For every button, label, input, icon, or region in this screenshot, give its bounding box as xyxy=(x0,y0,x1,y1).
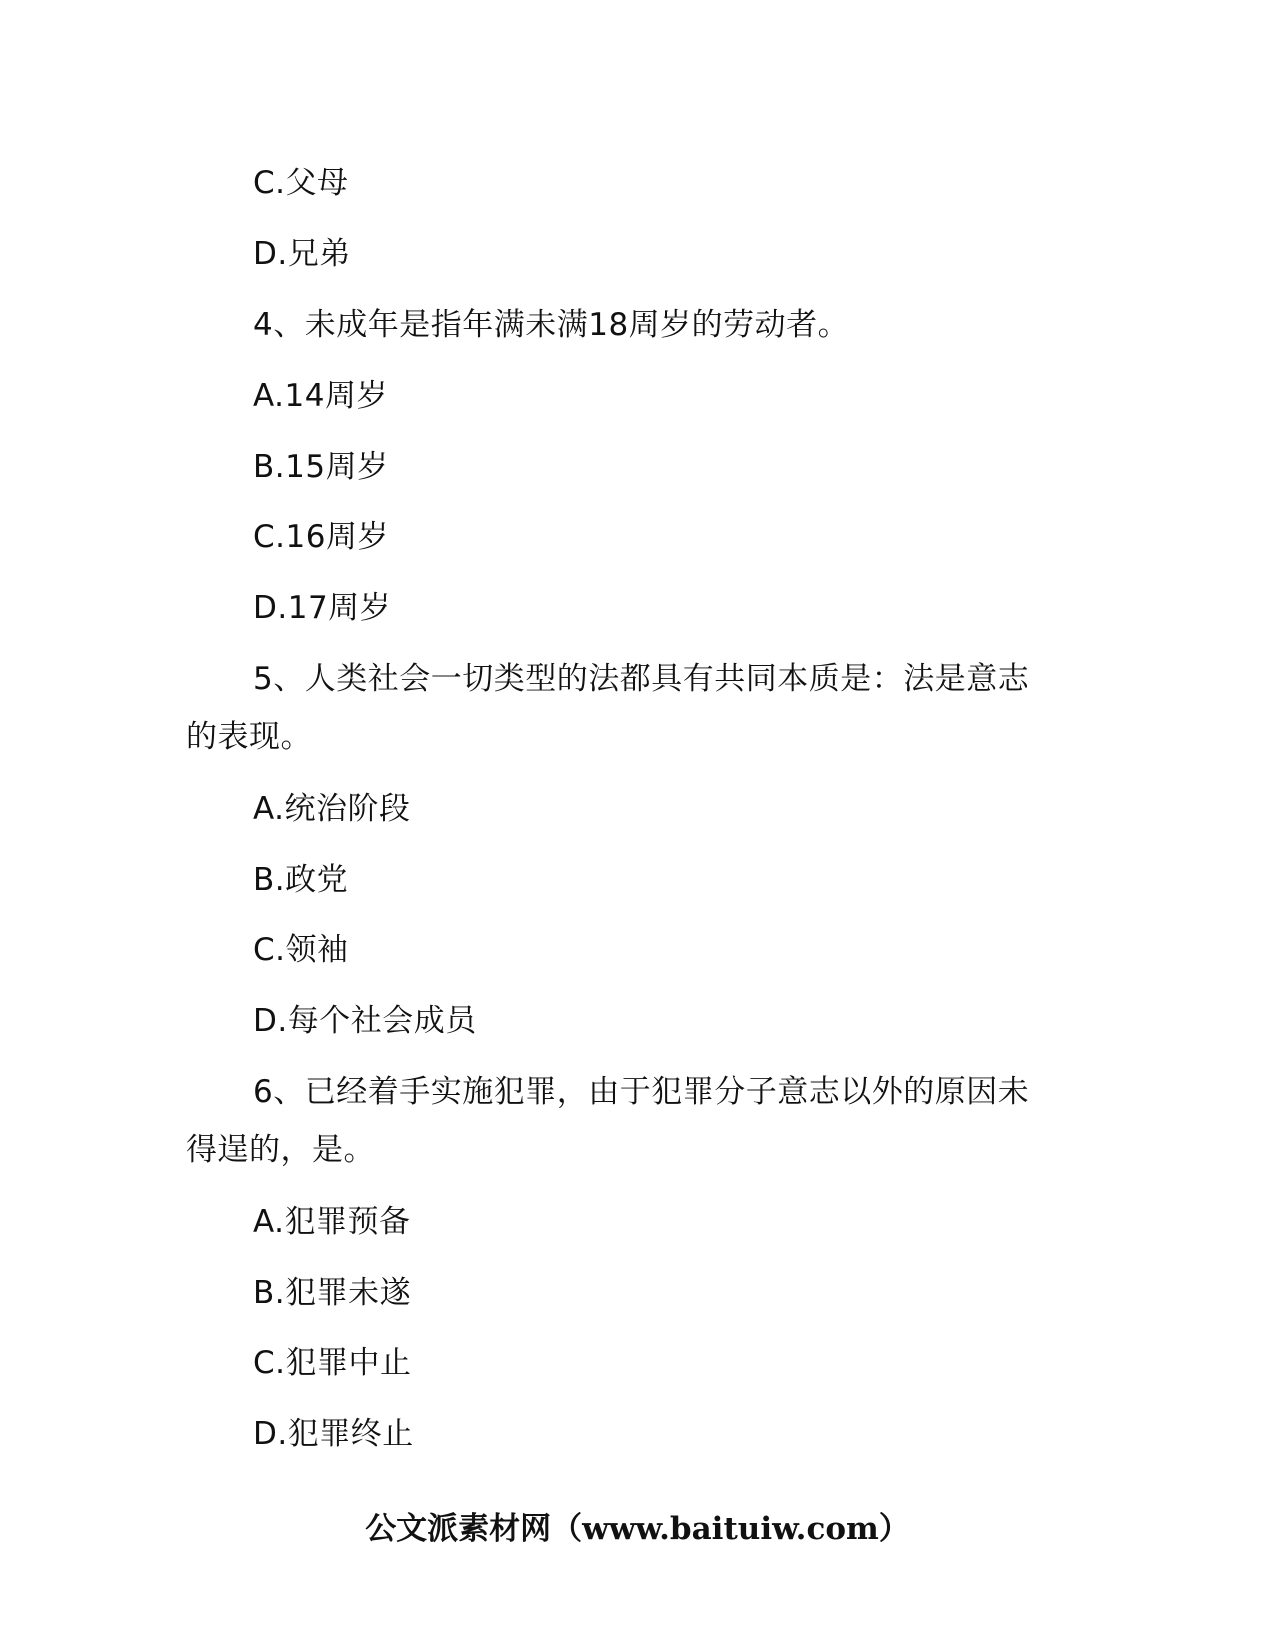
question-continuation: 的表现。 xyxy=(186,719,312,755)
option-line: D.兄弟 xyxy=(253,236,351,272)
option-line: B.15周岁 xyxy=(253,449,389,485)
option-line: C.父母 xyxy=(253,165,349,201)
question-line: 4、未成年是指年满未满18周岁的劳动者。 xyxy=(253,307,850,343)
option-line: D.17周岁 xyxy=(253,590,392,626)
option-line: B.犯罪未遂 xyxy=(253,1275,412,1311)
option-line: D.犯罪终止 xyxy=(253,1416,414,1452)
option-line: A.14周岁 xyxy=(253,378,388,414)
option-line: D.每个社会成员 xyxy=(253,1003,477,1039)
option-line: B.政党 xyxy=(253,862,349,898)
option-line: A.统治阶段 xyxy=(253,791,411,827)
option-line: C.犯罪中止 xyxy=(253,1345,412,1381)
option-line: A.犯罪预备 xyxy=(253,1204,411,1240)
question-continuation: 得逞的，是。 xyxy=(186,1132,375,1168)
option-line: C.16周岁 xyxy=(253,519,389,555)
option-line: C.领袖 xyxy=(253,932,349,968)
question-line: 5、人类社会一切类型的法都具有共同本质是：法是意志 xyxy=(253,661,1030,697)
page-footer: 公文派素材网（www.baituiw.com） xyxy=(365,1511,910,1547)
question-line: 6、已经着手实施犯罪，由于犯罪分子意志以外的原因未 xyxy=(253,1074,1030,1110)
